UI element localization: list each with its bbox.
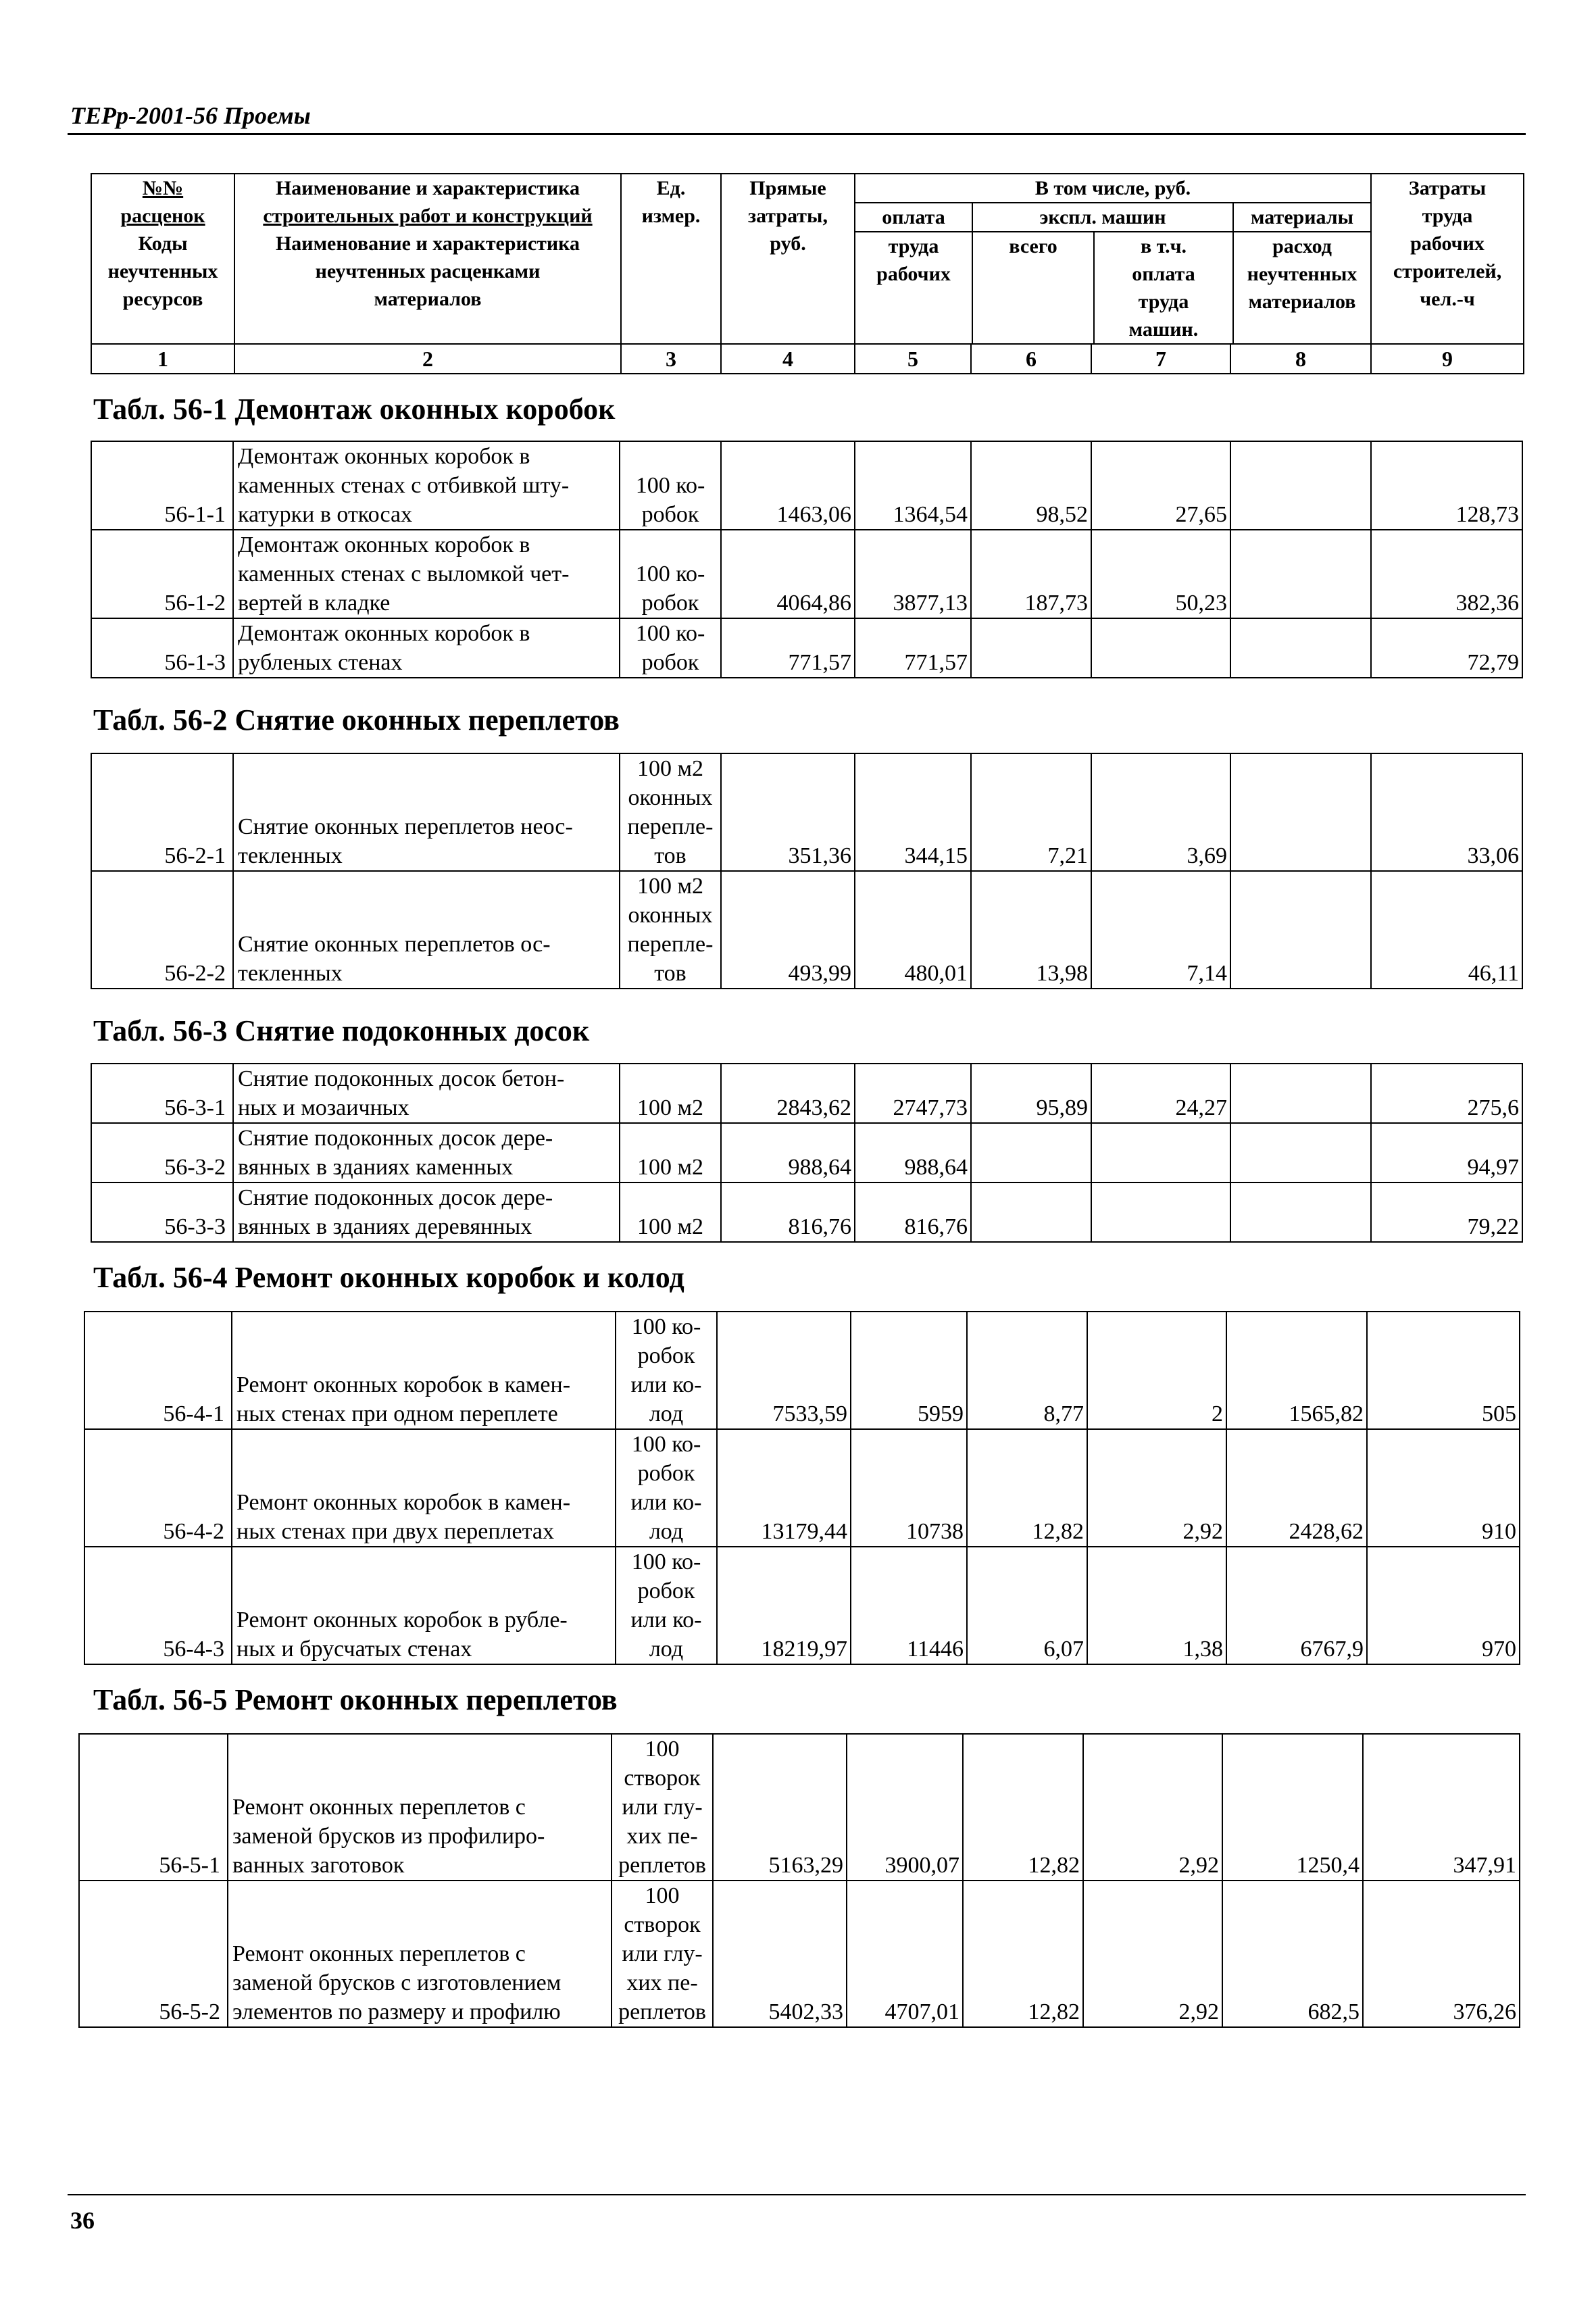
direct-cost: 1463,06 — [721, 441, 855, 530]
work-description — [232, 1429, 616, 1547]
work-description-line: элементов по размеру и профилю — [232, 1999, 561, 2024]
section-title-5: Табл. 56-5 Ремонт оконных переплетов — [93, 1683, 618, 1716]
col-5-header — [855, 203, 973, 343]
labor-cost: 816,76 — [855, 1183, 971, 1242]
machine-cost-total: 8,77 — [967, 1312, 1087, 1429]
work-description-line: Ремонт оконных коробок в камен- — [236, 1372, 571, 1397]
machine-labor-cost: 7,14 — [1091, 871, 1230, 989]
col-number-8: 8 — [1230, 344, 1371, 374]
table-row — [84, 1312, 1520, 1429]
table-row — [91, 1123, 1522, 1183]
col-3-title-b: измер. — [641, 205, 701, 227]
labor-cost: 344,15 — [855, 753, 971, 871]
machine-labor-cost: 3,69 — [1091, 753, 1230, 871]
rate-code: 56-4-2 — [84, 1429, 232, 1547]
unit-of-measure — [620, 871, 721, 989]
group-header — [855, 174, 1371, 344]
rate-code: 56-3-3 — [91, 1183, 233, 1242]
work-description — [232, 1312, 616, 1429]
col-9-title-b: труда — [1422, 205, 1473, 227]
machine-labor-cost: 27,65 — [1091, 441, 1230, 530]
machine-labor-cost: 2 — [1087, 1312, 1226, 1429]
col-7-title-d: машин. — [1128, 318, 1199, 341]
col-2-title-a: Наименование и характеристика — [275, 177, 580, 199]
work-description — [233, 618, 620, 678]
unit-of-measure — [620, 1183, 721, 1242]
machine-labor-cost: 24,27 — [1091, 1064, 1230, 1123]
machine-cost-total: 12,82 — [963, 1881, 1083, 2027]
materials-cost — [1230, 753, 1371, 871]
work-description-line: ванных заготовок — [232, 1853, 405, 1878]
direct-cost: 18219,97 — [717, 1547, 851, 1664]
unit-of-measure-line: 100 ко- — [631, 1549, 701, 1574]
work-description-line: Снятие подоконных досок бетон- — [238, 1066, 565, 1091]
col-8-title-d: материалов — [1248, 291, 1356, 313]
unit-of-measure-line: робок — [637, 1578, 695, 1603]
unit-of-measure-line: 100 м2 — [637, 756, 703, 781]
machine-cost-total — [971, 1183, 1091, 1242]
unit-of-measure-line: или глу- — [622, 1941, 703, 1966]
unit-of-measure — [620, 1064, 721, 1123]
rate-code: 56-3-2 — [91, 1123, 233, 1183]
machine-labor-cost — [1091, 618, 1230, 678]
machine-labor-cost — [1091, 1123, 1230, 1183]
labor-hours: 910 — [1367, 1429, 1520, 1547]
materials-cost: 6767,9 — [1226, 1547, 1367, 1664]
unit-of-measure-line: 100 ко- — [631, 1314, 701, 1339]
table-row — [84, 1547, 1520, 1664]
unit-of-measure — [620, 441, 721, 530]
unit-of-measure — [620, 753, 721, 871]
work-description — [228, 1734, 612, 1881]
materials-cost — [1230, 1123, 1371, 1183]
col-number-4: 4 — [721, 344, 855, 374]
labor-hours: 94,97 — [1371, 1123, 1522, 1183]
rate-code: 56-1-2 — [91, 530, 233, 618]
labor-hours: 72,79 — [1371, 618, 1522, 678]
work-description-line: вянных в зданиях каменных — [238, 1155, 514, 1180]
col-5-title-a: оплата — [855, 203, 972, 232]
work-description-line: Демонтаж оконных коробок в — [238, 532, 530, 557]
work-description — [232, 1547, 616, 1664]
section-title-1: Табл. 56-1 Демонтаж оконных коробок — [93, 393, 616, 426]
unit-of-measure-line: перепле- — [627, 814, 714, 839]
section-title-4: Табл. 56-4 Ремонт оконных коробок и колод — [93, 1261, 684, 1294]
unit-of-measure-line: реплетов — [618, 1853, 706, 1878]
col-number-7: 7 — [1091, 344, 1230, 374]
work-description-line: Снятие оконных переплетов ос- — [238, 932, 551, 957]
unit-of-measure — [616, 1312, 717, 1429]
materials-cost: 1250,4 — [1222, 1734, 1363, 1881]
col-7-title-c: труда — [1138, 291, 1189, 313]
unit-of-measure-line: 100 м2 — [637, 1095, 703, 1120]
work-description-line: вянных в зданиях деревянных — [238, 1214, 532, 1239]
labor-hours: 970 — [1367, 1547, 1520, 1664]
labor-cost: 3877,13 — [855, 530, 971, 618]
direct-cost: 493,99 — [721, 871, 855, 989]
unit-of-measure-line: 100 м2 — [637, 1214, 703, 1239]
unit-of-measure-line: 100 ко- — [631, 1432, 701, 1457]
work-description-line: текленных — [238, 843, 343, 868]
unit-of-measure-line: хих пе- — [626, 1824, 698, 1849]
unit-of-measure-line: тов — [654, 961, 687, 986]
materials-cost — [1230, 441, 1371, 530]
col-8-header — [1234, 203, 1370, 343]
table-row — [91, 871, 1522, 989]
col-9-title-e: чел.-ч — [1420, 288, 1475, 310]
work-description — [233, 441, 620, 530]
section-table-5 — [78, 1733, 1520, 2028]
table-row — [84, 1429, 1520, 1547]
machine-cost-total: 7,21 — [971, 753, 1091, 871]
unit-of-measure — [620, 530, 721, 618]
machine-labor-cost: 2,92 — [1083, 1734, 1222, 1881]
table-row — [79, 1734, 1520, 1881]
unit-of-measure-line: реплетов — [618, 1999, 706, 2024]
machine-cost-total: 95,89 — [971, 1064, 1091, 1123]
work-description-line: заменой брусков из профилиро- — [232, 1824, 545, 1849]
rate-code: 56-4-3 — [84, 1547, 232, 1664]
column-header-table — [91, 173, 1524, 374]
rate-code: 56-1-3 — [91, 618, 233, 678]
unit-of-measure-line: 100 ко- — [635, 473, 705, 498]
work-description-line: Снятие оконных переплетов неос- — [238, 814, 573, 839]
labor-cost: 10738 — [851, 1429, 967, 1547]
table-row — [91, 441, 1522, 530]
table-row — [91, 1064, 1522, 1123]
col-4-header — [721, 174, 855, 344]
work-description — [233, 1064, 620, 1123]
labor-cost: 771,57 — [855, 618, 971, 678]
unit-of-measure — [612, 1734, 713, 1881]
work-description-line: Ремонт оконных переплетов с — [232, 1795, 526, 1820]
col-number-2: 2 — [234, 344, 621, 374]
table-row — [91, 530, 1522, 618]
rate-code: 56-1-1 — [91, 441, 233, 530]
machine-cost-total — [971, 1123, 1091, 1183]
unit-of-measure-line: или ко- — [630, 1372, 702, 1397]
unit-of-measure-line: перепле- — [627, 932, 714, 957]
materials-cost — [1230, 1183, 1371, 1242]
direct-cost: 4064,86 — [721, 530, 855, 618]
section-title-2: Табл. 56-2 Снятие оконных переплетов — [93, 703, 620, 737]
section-table-3 — [91, 1063, 1523, 1243]
col-9-title-a: Затраты — [1408, 177, 1487, 199]
col-number-9: 9 — [1371, 344, 1524, 374]
labor-hours: 33,06 — [1371, 753, 1522, 871]
rate-code: 56-2-2 — [91, 871, 233, 989]
col-4-title-b: затраты, — [748, 205, 828, 227]
unit-of-measure-line: 100 — [645, 1737, 680, 1762]
rate-code: 56-5-2 — [79, 1881, 228, 2027]
work-description-line: Ремонт оконных коробок в камен- — [236, 1490, 571, 1515]
col-2-title-c: Наименование и характеристика — [275, 232, 580, 255]
unit-of-measure-line: хих пе- — [626, 1970, 698, 1995]
machine-cost-total: 12,82 — [963, 1734, 1083, 1881]
work-description-line: катурки в откосах — [238, 502, 413, 527]
section-table-4 — [84, 1311, 1520, 1665]
unit-of-measure-line: или ко- — [630, 1490, 702, 1515]
work-description-line: Демонтаж оконных коробок в — [238, 444, 530, 469]
labor-hours: 505 — [1367, 1312, 1520, 1429]
direct-cost: 5402,33 — [713, 1881, 847, 2027]
labor-cost: 5959 — [851, 1312, 967, 1429]
rate-code: 56-2-1 — [91, 753, 233, 871]
labor-cost: 4707,01 — [847, 1881, 963, 2027]
unit-of-measure-line: 100 ко- — [635, 562, 705, 587]
col-9-title-c: рабочих — [1410, 232, 1485, 255]
col-3-header — [621, 174, 721, 344]
labor-hours: 382,36 — [1371, 530, 1522, 618]
page-number: 36 — [70, 2207, 95, 2234]
direct-cost: 5163,29 — [713, 1734, 847, 1881]
labor-cost: 1364,54 — [855, 441, 971, 530]
col-6-header — [973, 232, 1095, 343]
col-2-title-e: материалов — [374, 288, 482, 310]
direct-cost: 351,36 — [721, 753, 855, 871]
labor-hours: 46,11 — [1371, 871, 1522, 989]
section-title-3: Табл. 56-3 Снятие подоконных досок — [93, 1014, 590, 1047]
unit-of-measure-line: лод — [649, 1637, 684, 1662]
unit-of-measure-line: лод — [649, 1401, 684, 1426]
labor-hours: 376,26 — [1363, 1881, 1520, 2027]
col-1-header — [91, 174, 234, 344]
unit-of-measure-line: лод — [649, 1519, 684, 1544]
col-2-title-b: строительных работ и конструкций — [263, 205, 593, 227]
unit-of-measure-line: оконных — [628, 785, 713, 810]
footer-rule — [68, 2194, 1526, 2195]
col-number-1: 1 — [91, 344, 234, 374]
group-title: В том числе, руб. — [855, 174, 1370, 203]
header-rule — [68, 133, 1526, 135]
unit-of-measure-line: 100 м2 — [637, 1155, 703, 1180]
col-9-title-d: строителей, — [1393, 260, 1502, 282]
materials-cost: 682,5 — [1222, 1881, 1363, 2027]
col-4-title-a: Прямые — [749, 177, 826, 199]
col-5-title-b: труда — [888, 235, 939, 257]
machine-labor-cost: 50,23 — [1091, 530, 1230, 618]
col-8-title-c: неучтенных — [1247, 263, 1357, 285]
labor-cost: 2747,73 — [855, 1064, 971, 1123]
work-description-line: Ремонт оконных переплетов с — [232, 1941, 526, 1966]
col-7-title-a: в т.ч. — [1140, 235, 1187, 257]
col-6-title: всего — [1009, 235, 1057, 257]
machine-cost-total — [971, 618, 1091, 678]
machine-labor-cost: 2,92 — [1087, 1429, 1226, 1547]
table-row — [91, 618, 1522, 678]
unit-of-measure-line: робок — [637, 1343, 695, 1368]
work-description — [233, 871, 620, 989]
labor-cost: 988,64 — [855, 1123, 971, 1183]
work-description-line: заменой брусков с изготовлением — [232, 1970, 562, 1995]
direct-cost: 7533,59 — [717, 1312, 851, 1429]
machine-cost-total: 13,98 — [971, 871, 1091, 989]
work-description-line: рубленых стенах — [238, 650, 403, 675]
unit-of-measure — [616, 1429, 717, 1547]
labor-cost: 11446 — [851, 1547, 967, 1664]
direct-cost: 2843,62 — [721, 1064, 855, 1123]
materials-cost: 2428,62 — [1226, 1429, 1367, 1547]
table-row — [79, 1881, 1520, 2027]
unit-of-measure — [616, 1547, 717, 1664]
col-1-title-b: расценок — [120, 205, 205, 227]
machine-labor-cost — [1091, 1183, 1230, 1242]
work-description-line: вертей в кладке — [238, 591, 391, 616]
col-7-header — [1095, 232, 1232, 343]
direct-cost: 988,64 — [721, 1123, 855, 1183]
col-5-title-c: рабочих — [876, 263, 951, 285]
work-description-line: ных стенах при двух переплетах — [236, 1519, 554, 1544]
machine-group-header — [973, 203, 1234, 343]
col-2-header — [234, 174, 621, 344]
materials-cost — [1230, 618, 1371, 678]
work-description — [228, 1881, 612, 2027]
direct-cost: 771,57 — [721, 618, 855, 678]
work-description-line: текленных — [238, 961, 343, 986]
col-1-title-c: Коды — [138, 232, 188, 255]
col-2-title-d: неучтенных расценками — [315, 260, 541, 282]
materials-cost — [1230, 530, 1371, 618]
col-8-title-b: расход — [1272, 235, 1332, 257]
unit-of-measure-line: створок — [624, 1912, 701, 1937]
unit-of-measure-line: робок — [641, 650, 699, 675]
col-7-title-b: оплата — [1132, 263, 1195, 285]
table-row — [91, 753, 1522, 871]
machine-cost-total: 187,73 — [971, 530, 1091, 618]
work-description — [233, 530, 620, 618]
labor-hours: 79,22 — [1371, 1183, 1522, 1242]
work-description-line: ных стенах при одном переплете — [236, 1401, 558, 1426]
work-description-line: Снятие подоконных досок дере- — [238, 1185, 553, 1210]
unit-of-measure — [620, 1123, 721, 1183]
col-3-title-a: Ед. — [656, 177, 686, 199]
unit-of-measure — [612, 1881, 713, 2027]
work-description — [233, 753, 620, 871]
work-description — [233, 1123, 620, 1183]
unit-of-measure-line: или ко- — [630, 1608, 702, 1633]
col-number-3: 3 — [621, 344, 721, 374]
rate-code: 56-4-1 — [84, 1312, 232, 1429]
unit-of-measure-line: 100 ко- — [635, 621, 705, 646]
work-description-line: ных и брусчатых стенах — [236, 1637, 472, 1662]
unit-of-measure-line: створок — [624, 1766, 701, 1791]
labor-hours: 275,6 — [1371, 1064, 1522, 1123]
unit-of-measure-line: или глу- — [622, 1795, 703, 1820]
col-number-6: 6 — [971, 344, 1091, 374]
work-description-line: Демонтаж оконных коробок в — [238, 621, 530, 646]
rate-code: 56-3-1 — [91, 1064, 233, 1123]
work-description-line: Ремонт оконных коробок в рубле- — [236, 1608, 568, 1633]
unit-of-measure-line: робок — [641, 591, 699, 616]
direct-cost: 816,76 — [721, 1183, 855, 1242]
col-8-title-a: материалы — [1234, 203, 1370, 232]
work-description-line: Снятие подоконных досок дере- — [238, 1126, 553, 1151]
col-number-5: 5 — [855, 344, 971, 374]
running-header: ТЕРр-2001-56 Проемы — [70, 102, 311, 129]
rate-code: 56-5-1 — [79, 1734, 228, 1881]
work-description-line: ных и мозаичных — [238, 1095, 409, 1120]
direct-cost: 13179,44 — [717, 1429, 851, 1547]
materials-cost — [1230, 871, 1371, 989]
labor-hours: 128,73 — [1371, 441, 1522, 530]
unit-of-measure-line: 100 — [645, 1883, 680, 1908]
unit-of-measure-line: тов — [654, 843, 687, 868]
labor-cost: 3900,07 — [847, 1734, 963, 1881]
materials-cost — [1230, 1064, 1371, 1123]
col-9-header — [1371, 174, 1524, 344]
section-table-2 — [91, 753, 1523, 989]
col-1-title-a: №№ — [142, 177, 184, 199]
col-1-title-e: ресурсов — [122, 288, 203, 310]
table-row — [91, 1183, 1522, 1242]
unit-of-measure-line: робок — [637, 1461, 695, 1486]
unit-of-measure-line: робок — [641, 502, 699, 527]
labor-cost: 480,01 — [855, 871, 971, 989]
machine-labor-cost: 1,38 — [1087, 1547, 1226, 1664]
machine-cost-total: 6,07 — [967, 1547, 1087, 1664]
labor-hours: 347,91 — [1363, 1734, 1520, 1881]
work-description-line: каменных стенах с отбивкой шту- — [238, 473, 570, 498]
machine-cost-total: 98,52 — [971, 441, 1091, 530]
machine-group-title: экспл. машин — [973, 203, 1232, 232]
col-1-title-d: неучтенных — [107, 260, 218, 282]
unit-of-measure-line: оконных — [628, 903, 713, 928]
materials-cost: 1565,82 — [1226, 1312, 1367, 1429]
machine-labor-cost: 2,92 — [1083, 1881, 1222, 2027]
col-4-title-c: руб. — [770, 232, 806, 255]
work-description-line: каменных стенах с выломкой чет- — [238, 562, 570, 587]
machine-cost-total: 12,82 — [967, 1429, 1087, 1547]
work-description — [233, 1183, 620, 1242]
unit-of-measure-line: 100 м2 — [637, 874, 703, 899]
section-table-1 — [91, 441, 1523, 678]
unit-of-measure — [620, 618, 721, 678]
